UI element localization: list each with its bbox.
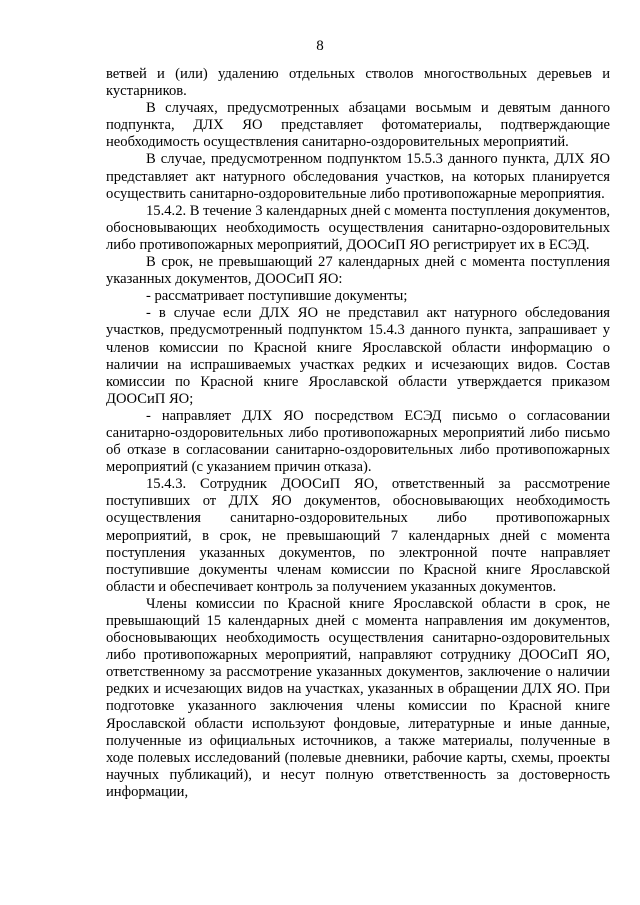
paragraph: В случае, предусмотренном подпунктом 15.5.3 данного пункта, ДЛХ ЯО представляет акт натурного обследования участков, на которых планируется осуществить санитарно-оздоровительные либо противопожарные мероприятия. — [106, 151, 610, 202]
paragraph: Члены комиссии по Красной книге Ярославской области в срок, не превышающий 15 календарных дней с момента направления им документов, обосновывающих необходимость осуществления санитарно-оздоровительных либо противопожарных мероприятий, направляют сотруднику ДООСиП ЯО, ответственному за рассмотрение указанных документов, заключение о наличии редких и исчезающих видов на участках, указанных в обращении ДЛХ ЯО. При подготовке указанного заключения члены комиссии по Красной книге Ярославской области используют фондовые, литературные и иные данные, полученные из официальных источников, а также материалы, полученные в ходе полевых исследований (полевые дневники, рабочие карты, схемы, проекты научных публикаций), и несут полную ответственность за достоверность информации, — [106, 595, 610, 800]
list-item: - направляет ДЛХ ЯО посредством ЕСЭД письмо о согласовании санитарно-оздоровительных либо противопожарных мероприятий либо письмо об отказе в согласовании санитарно-оздоровительных либо противопожарных мероприятий (с указанием причин отказа). — [106, 407, 610, 476]
paragraph: В срок, не превышающий 27 календарных дней с момента поступления указанных документов, ДООСиП ЯО: — [106, 254, 610, 288]
paragraph: ветвей и (или) удалению отдельных стволов многоствольных деревьев и кустарников. — [106, 66, 610, 100]
document-body — [106, 66, 610, 801]
list-item: - в случае если ДЛХ ЯО не представил акт натурного обследования участков, предусмотренный подпунктом 15.4.3 данного пункта, запрашивает у членов комиссии по Красной книге Ярославской области информацию о наличии на испрашиваемых участках редких и исчезающих видов. Состав комиссии по Красной книге Ярославской области утверждается приказом ДООСиП ЯО; — [106, 305, 610, 407]
paragraph: 15.4.2. В течение 3 календарных дней с момента поступления документов, обосновывающих необходимость осуществления санитарно-оздоровительных либо противопожарных мероприятий, ДООСиП ЯО регистрирует их в ЕСЭД. — [106, 202, 610, 253]
list-item: - рассматривает поступившие документы; — [146, 288, 408, 305]
page-number: 8 — [316, 38, 324, 54]
paragraph: 15.4.3. Сотрудник ДООСиП ЯО, ответственный за рассмотрение поступивших от ДЛХ ЯО документов, обосновывающих необходимость осуществления санитарно-оздоровительных либо противопожарных мероприятий, в срок, не превышающий 7 календарных дней с момента поступления указанных документов, по электронной почте направляет поступившие документы членам комиссии по Красной книге Ярославской области и обеспечивает контроль за получением указанных документов. — [106, 476, 610, 595]
paragraph: В случаях, предусмотренных абзацами восьмым и девятым данного подпункта, ДЛХ ЯО представляет фотоматериалы, подтверждающие необходимость осуществления санитарно-оздоровительных мероприятий. — [106, 100, 610, 151]
